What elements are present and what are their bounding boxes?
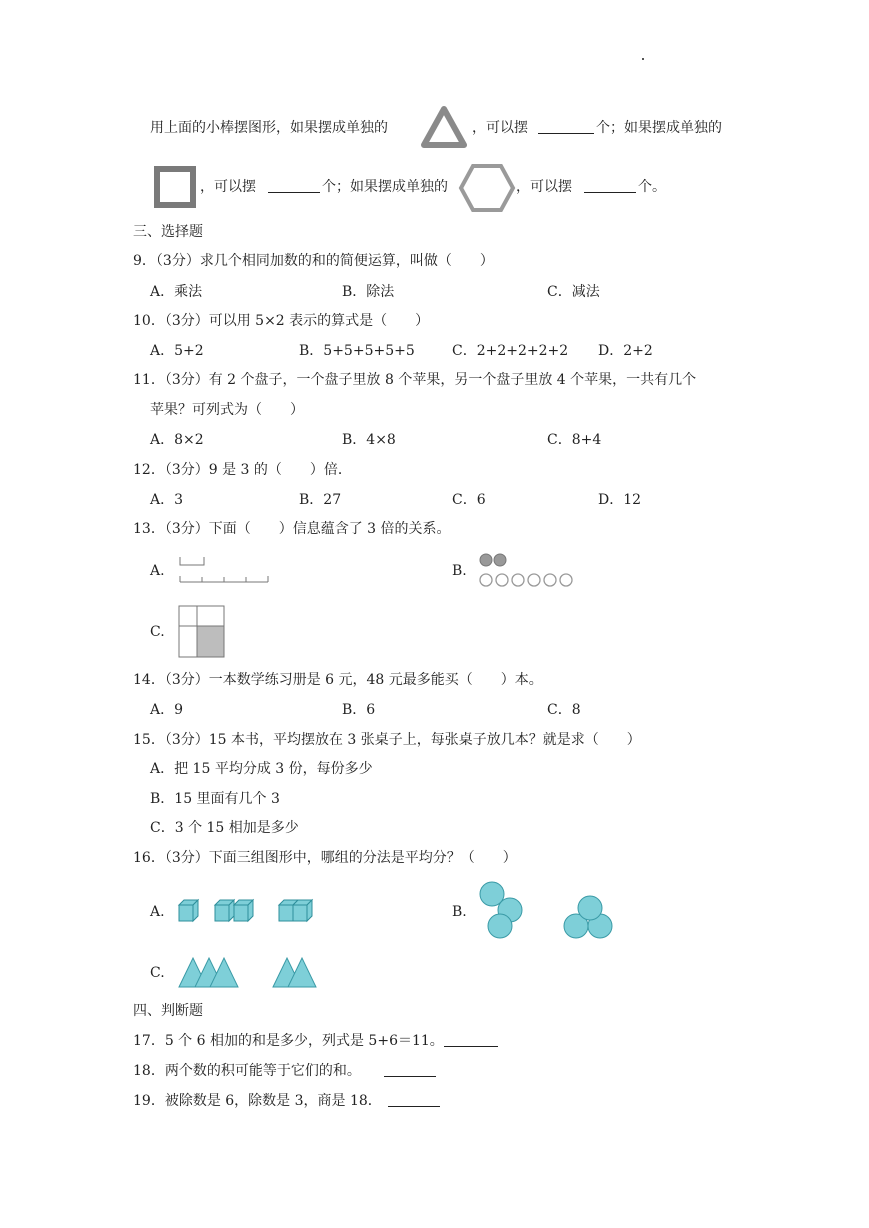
q13-option-b-label[interactable]: B.	[452, 563, 467, 579]
q11-stem-line1: 11．（3分）有 2 个盘子，一个盘子里放 8 个苹果，另一个盘子里放 4 个苹果，一共有几个	[133, 372, 697, 388]
q9-option-b[interactable]: B．除法	[342, 284, 395, 300]
q18-stem: 18．两个数的积可能等于它们的和。	[133, 1063, 361, 1079]
q14-option-b[interactable]: B．6	[342, 702, 376, 718]
fill-line2-text1: ，可以摆	[200, 179, 256, 195]
q11-option-b[interactable]: B．4×8	[342, 432, 396, 448]
q10-stem: 10．（3分）可以用 5×2 表示的算式是（ ）	[133, 313, 430, 329]
q10-option-a[interactable]: A．5+2	[150, 343, 204, 359]
q12-option-c[interactable]: C．6	[452, 492, 486, 508]
q13-stem: 13．（3分）下面（ ）信息蕴含了 3 倍的关系。	[133, 521, 451, 537]
grid-shaded-figure	[177, 604, 227, 660]
q16-option-c-label[interactable]: C.	[150, 965, 165, 981]
q10-option-d[interactable]: D．2+2	[598, 343, 653, 359]
q11-option-c[interactable]: C．8+4	[547, 432, 602, 448]
q18-answer-blank[interactable]	[384, 1062, 436, 1077]
q9-stem: 9．（3分）求几个相同加数的和的简便运算，叫做（ ）	[133, 253, 494, 269]
cubes-figure	[176, 897, 322, 925]
q16-option-a-label[interactable]: A.	[150, 904, 165, 920]
q12-option-b[interactable]: B．27	[299, 492, 342, 508]
q11-stem-line2: 苹果？可列式为（ ）	[150, 402, 304, 418]
fill-line1-text1: 用上面的小棒摆图形，如果摆成单独的	[150, 120, 388, 136]
section-title-judgement: 四、判断题	[133, 1003, 203, 1019]
q14-option-a[interactable]: A．9	[150, 702, 184, 718]
q14-option-c[interactable]: C．8	[547, 702, 581, 718]
q17-answer-blank[interactable]	[444, 1032, 498, 1047]
q9-option-a[interactable]: A．乘法	[150, 284, 203, 300]
q14-stem: 14．（3分）一本数学练习册是 6 元，48 元最多能买（ ）本。	[133, 672, 543, 688]
fill-line2-text2: 个；如果摆成单独的	[322, 179, 448, 195]
answer-blank-triangle[interactable]	[538, 119, 594, 134]
triangles-figure	[176, 954, 322, 990]
header-dot	[642, 58, 644, 60]
circles-diagram-figure	[476, 550, 580, 590]
q13-option-a-label[interactable]: A.	[150, 563, 165, 579]
answer-blank-square[interactable]	[268, 178, 320, 193]
answer-blank-hexagon[interactable]	[584, 178, 636, 193]
section-title-choice: 三、选择题	[133, 224, 203, 240]
q12-option-d[interactable]: D．12	[598, 492, 642, 508]
q10-option-b[interactable]: B．5+5+5+5+5	[299, 343, 415, 359]
q12-option-a[interactable]: A．3	[150, 492, 184, 508]
fill-line2-text3: ，可以摆	[516, 179, 572, 195]
q15-stem: 15．（3分）15 本书，平均摆放在 3 张桌子上，每张桌子放几本？就是求（ ）	[133, 732, 641, 748]
q19-answer-blank[interactable]	[388, 1092, 440, 1107]
q15-option-c[interactable]: C．3 个 15 相加是多少	[150, 820, 299, 836]
q16-option-b-label[interactable]: B.	[452, 904, 467, 920]
q16-stem: 16．（3分）下面三组图形中，哪组的分法是平均分？（ ）	[133, 850, 517, 866]
triangle-stick-icon	[420, 104, 470, 152]
q15-option-a[interactable]: A．把 15 平均分成 3 份，每份多少	[150, 761, 373, 777]
hexagon-stick-icon	[458, 162, 516, 214]
q13-option-c-label[interactable]: C.	[150, 624, 165, 640]
square-stick-icon	[153, 165, 197, 209]
fill-line2-text4: 个。	[638, 179, 666, 195]
q11-option-a[interactable]: A．8×2	[150, 432, 204, 448]
fill-line1-text3: 个；如果摆成单独的	[596, 120, 722, 136]
q19-stem: 19．被除数是 6，除数是 3，商是 18．	[133, 1093, 382, 1109]
q10-option-c[interactable]: C．2+2+2+2+2	[452, 343, 569, 359]
fill-line1-text2: ，可以摆	[472, 120, 528, 136]
q12-stem: 12．（3分）9 是 3 的（ ）倍．	[133, 462, 352, 478]
segment-diagram-figure	[176, 554, 272, 588]
q17-stem: 17．5 个 6 相加的和是多少，列式是 5+6＝11。	[133, 1033, 444, 1049]
q9-option-c[interactable]: C．减法	[547, 284, 600, 300]
q15-option-b[interactable]: B．15 里面有几个 3	[150, 791, 280, 807]
discs-figure	[476, 880, 620, 942]
